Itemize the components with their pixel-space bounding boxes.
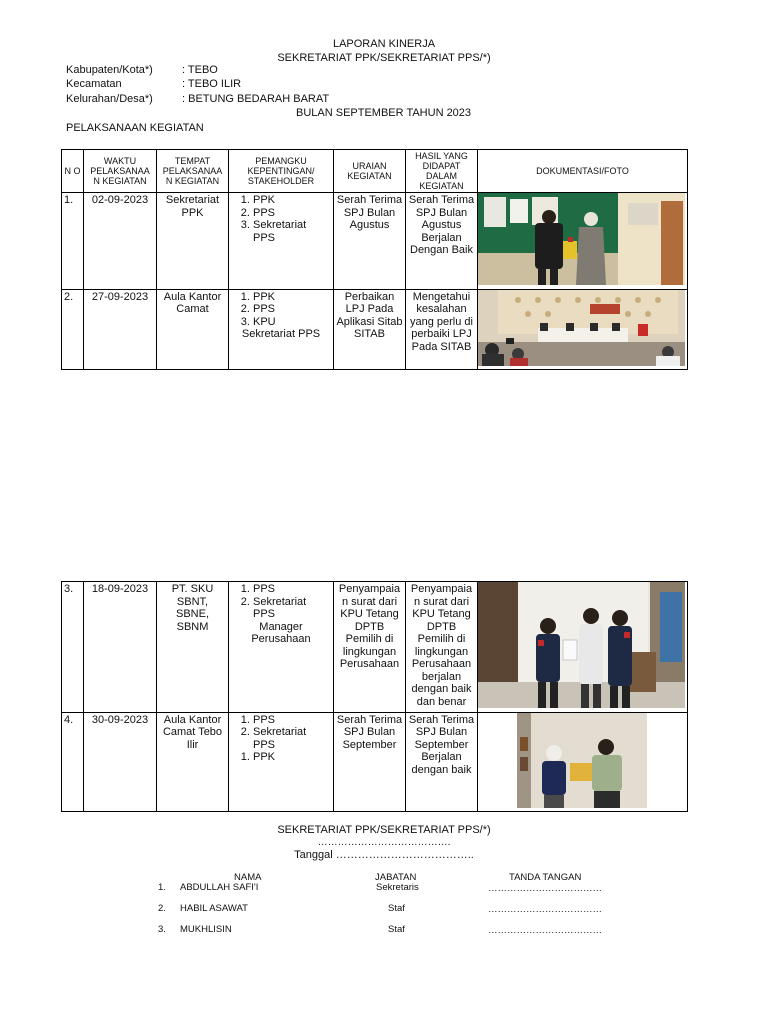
photo-letter-delivery [478,582,685,708]
row-place: Aula Kantor Camat [157,289,229,370]
row-result: Serah Terima SPJ Bulan Agustus Berjalan Dengan Baik [406,193,478,290]
table-row [62,582,688,713]
photo-lpj-meeting [478,290,685,366]
col-name-header: NAMA [234,872,262,883]
stakeholder-item: 3. Sekretariat PPS [253,219,331,244]
activity-table-page1 [61,149,688,370]
col-sign-header: TANDA TANGAN [509,872,582,883]
row-no: 4. [62,712,84,812]
signer-position: Sekretaris [376,882,419,893]
stakeholder-item: 2. Sekretariat PPS [253,726,331,751]
col-position-header: JABATAN [375,872,417,883]
signature-title: SEKRETARIAT PPK/SEKRETARIAT PPS/*) [277,824,491,836]
signer-position: Staf [388,903,405,914]
photo-handover-spj-september [478,713,685,808]
row-place: PT. SKU SBNT, SBNE, SBNM [157,582,229,713]
row-stakeholders [229,712,334,812]
signer-sign-line: ……………………………… [488,904,602,915]
table-row [62,712,688,812]
signature-dots: …………………………………. [317,837,451,848]
col-header-result: HASIL YANG DIDAPAT DALAM KEGIATAN [406,150,478,193]
row-place: Sekretariat PPK [157,193,229,290]
signer-position: Staf [388,924,405,935]
col-header-stakeholder: PEMANGKU KEPENTINGAN/ STAKEHOLDER [229,150,334,193]
col-header-photo: DOKUMENTASI/FOTO [478,150,688,193]
col-header-description: URAIAN KEGIATAN [334,150,406,193]
row-photo [478,193,688,290]
table-row [62,193,688,290]
stakeholder-item: 3. KPU [253,316,331,329]
stakeholder-item: 1. PPS [253,583,331,596]
row-stakeholders [229,289,334,370]
row-photo [478,712,688,812]
stakeholder-item: 2. Sekretariat PPS [253,596,331,621]
report-subtitle: SEKRETARIAT PPK/SEKRETARIAT PPS/*) [277,52,491,64]
table-row [62,289,688,370]
kabupaten-value: : TEBO [182,64,218,76]
meta-kecamatan [66,78,241,90]
row-result: Mengetahui kesalahan yang perlu di perbaiki LPJ Pada SITAB [406,289,478,370]
row-place: Aula Kantor Camat Tebo Ilir [157,712,229,812]
signer-name: HABIL ASAWAT [180,903,248,914]
row-no: 2. [62,289,84,370]
stakeholder-extra: Manager Perusahaan [251,620,311,645]
stakeholder-item: 2. PPS [253,303,331,316]
row-result: Penyampaia n surat dari KPU Tetang DPTB Pemilih di lingkungan Perusahaan berjalan dengan baik dan benar [406,582,478,713]
stakeholder-item: 1. PPK [253,291,331,304]
row-date: 18-09-2023 [84,582,157,713]
section-title: PELAKSANAAN KEGIATAN [66,122,204,134]
col-header-no: N O [62,150,84,193]
row-photo [478,582,688,713]
stakeholder-item: 1. PPS [253,714,331,727]
activity-table-page2 [61,581,688,812]
report-period: BULAN SEPTEMBER TAHUN 2023 [296,107,472,119]
signer-no: 1. [158,882,166,893]
row-description: Serah Terima SPJ Bulan September [334,712,406,812]
signer-name: MUKHLISIN [180,924,232,935]
kelurahan-label: Kelurahan/Desa*) [66,93,153,105]
row-stakeholders [229,193,334,290]
signer-name: ABDULLAH SAFI'I [180,882,259,893]
kecamatan-value: : TEBO ILIR [182,78,242,90]
row-no: 1. [62,193,84,290]
row-description: Penyampaia n surat dari KPU Tetang DPTB Pemilih di lingkungan Perusahaan [334,582,406,713]
row-date: 02-09-2023 [84,193,157,290]
row-no: 3. [62,582,84,713]
signature-date: Tanggal ……………………………….. [294,849,474,861]
signer-no: 3. [158,924,166,935]
col-header-place: TEMPAT PELAKSANAA N KEGIATAN [157,150,229,193]
photo-handover-spj-august [478,193,685,285]
signer-sign-line: ……………………………… [488,883,602,894]
report-title: LAPORAN KINERJA [332,38,436,50]
kabupaten-label: Kabupaten/Kota*) [66,64,153,76]
row-result: Serah Terima SPJ Bulan September Berjalan dengan baik [406,712,478,812]
signer-no: 2. [158,903,166,914]
stakeholder-extra: Sekretariat PPS [241,328,321,340]
signer-sign-line: ……………………………… [488,925,602,936]
kecamatan-label: Kecamatan [66,78,122,90]
row-stakeholders [229,582,334,713]
col-header-date: WAKTU PELAKSANAA N KEGIATAN [84,150,157,193]
meta-kabupaten [66,64,218,76]
meta-kelurahan [66,93,329,105]
stakeholder-item: 2. PPS [253,207,331,220]
stakeholder-item: 1. PPK [253,194,331,207]
kelurahan-value: : BETUNG BEDARAH BARAT [182,93,330,105]
row-date: 27-09-2023 [84,289,157,370]
row-date: 30-09-2023 [84,712,157,812]
table-header-row [62,150,688,193]
stakeholder-item: 1. PPK [253,751,331,764]
row-photo [478,289,688,370]
row-description: Serah Terima SPJ Bulan Agustus [334,193,406,290]
row-description: Perbaikan LPJ Pada Aplikasi Sitab SITAB [334,289,406,370]
